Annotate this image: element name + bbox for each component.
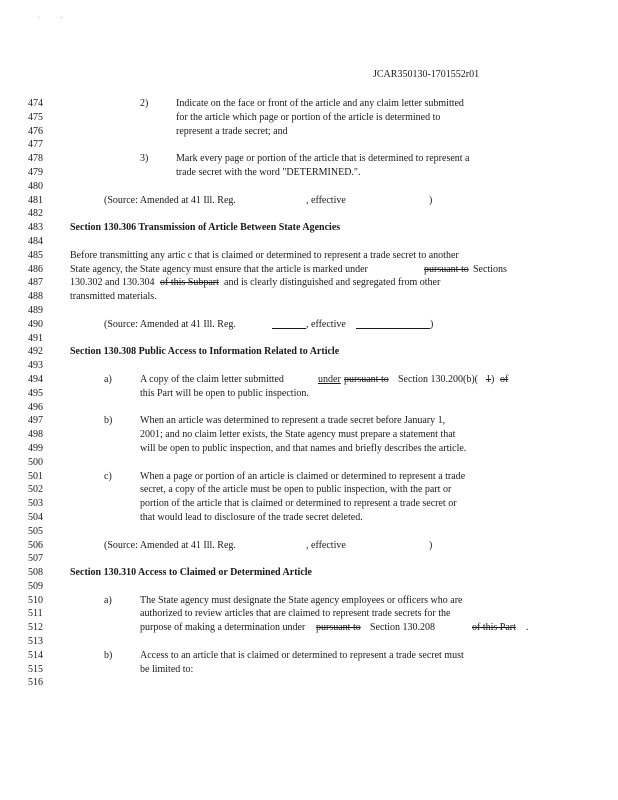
line-text: ) [430,318,434,330]
struck-text: pursuant to [344,373,389,385]
line-text: Sections [473,263,507,275]
text-line [0,428,618,442]
fill-in-blank [356,319,430,329]
line-text: a) [104,594,112,606]
text-line [0,166,618,180]
line-number: 500 [28,456,43,468]
inserted-text: under [318,373,341,385]
section-heading: Section 130.310 Access to Claimed or Determined Article [70,567,312,579]
text-line [0,304,618,318]
line-number: 481 [28,194,43,206]
line-text: (Source: Amended at 41 Ill. Reg. [104,539,236,551]
line-text: ) [429,539,433,551]
text-line [0,235,618,249]
line-text: Section 130.208 [370,622,435,634]
line-number: 508 [28,567,43,579]
struck-text: of this Subpart [160,277,219,289]
line-text: . [526,622,529,634]
line-number: 506 [28,539,43,551]
line-text: State agency, the State agency must ensure that the article is marked under [70,263,368,275]
text-line [0,442,618,456]
text-line [0,276,618,290]
struck-text: 1 [486,373,491,385]
line-number: 493 [28,360,43,372]
line-number: 475 [28,111,43,123]
text-line [0,180,618,194]
struck-text: of [500,373,509,385]
line-text: When a page or portion of an article is claimed or determined to represent a trade [140,470,466,482]
line-text: this Part will be open to public inspection. [140,387,309,399]
line-number: 492 [28,346,43,358]
document-id: JCAR350130-1701552r01 [373,69,480,80]
struck-text: pursuant to [316,622,361,634]
line-number: 474 [28,98,43,109]
line-number: 505 [28,525,43,537]
line-number: 483 [28,222,43,234]
line-text: that would lead to disclosure of the trade secret deleted. [140,511,363,523]
text-line [0,566,618,580]
line-number: 482 [28,208,43,220]
line-text: c) [104,470,112,482]
section-heading: Section 130.308 Public Access to Information Related to Article [70,346,340,358]
line-number: 498 [28,429,43,441]
line-number: 501 [28,470,43,482]
line-number: 509 [28,580,43,592]
text-line [0,111,618,125]
line-text: and is clearly distinguished and segregated from other [224,277,441,289]
line-text: 2) [140,98,149,109]
line-text: (Source: Amended at 41 Ill. Reg. [104,194,236,206]
fill-in-blank [272,319,306,329]
text-line [0,373,618,387]
line-text: Section 130.200(b)( [398,373,478,385]
text-line [0,456,618,470]
text-line [0,359,618,373]
line-text: When an article was determined to represent a trade secret before January 1, [140,415,446,427]
line-number: 480 [28,180,43,192]
line-number: 487 [28,277,43,289]
line-number: 488 [28,291,43,303]
text-line [0,194,618,208]
text-line [0,414,618,428]
line-number: 491 [28,332,43,344]
corner-marks: . . [38,14,73,20]
line-number: 496 [28,401,43,413]
text-line [0,621,618,635]
line-text: for the article which page or portion of the article is determined to [176,111,441,123]
text-line [0,594,618,608]
text-line [0,332,618,346]
text-line [0,249,618,263]
line-text: purpose of making a determination under [140,622,306,634]
line-number: 490 [28,318,43,330]
line-text: 130.302 and 130.304 [70,277,155,289]
text-line [0,539,618,553]
line-number: 478 [28,153,43,165]
text-line [0,221,618,235]
text-line [0,387,618,401]
line-number: 497 [28,415,43,427]
line-text: ) [429,194,433,206]
line-text: Access to an article that is claimed or determined to represent a trade secret must [140,649,464,661]
text-line [0,345,618,359]
line-number: 494 [28,373,43,385]
line-text: A copy of the claim letter submitted [140,373,284,385]
text-line [0,138,618,152]
text-line [0,649,618,663]
text-line [0,290,618,304]
line-text: b) [104,415,113,427]
document-body [0,97,618,690]
line-text: Mark every page or portion of the article that is determined to represent a [176,153,470,165]
line-number: 477 [28,139,43,151]
line-number: 516 [28,677,43,689]
line-number: 513 [28,636,43,648]
text-line [0,125,618,139]
line-text: authorized to review articles that are claimed to represent trade secrets for the [140,608,451,620]
text-line [0,152,618,166]
line-text: 3) [140,153,149,165]
line-number: 479 [28,166,43,178]
line-number: 515 [28,663,43,675]
line-text: secret, a copy of the article must be open to public inspection, with the part or [140,484,452,496]
text-line [0,497,618,511]
text-line [0,635,618,649]
line-text: portion of the article that is claimed or determined to represent a trade secret or [140,498,457,510]
text-line [0,552,618,566]
line-number: 512 [28,622,43,634]
line-number: 486 [28,263,43,275]
line-number: 510 [28,594,43,606]
line-number: 499 [28,442,43,454]
line-text: , effective [306,539,346,551]
line-number: 485 [28,249,43,261]
line-text: will be open to public inspection, and that names and briefly describes the article. [140,442,467,454]
text-line [0,401,618,415]
line-number: 514 [28,649,43,661]
line-text: 2001; and no claim letter exists, the State agency must prepare a statement that [140,429,456,441]
text-line [0,511,618,525]
line-number: 489 [28,304,43,316]
line-text: Before transmitting any artic c that is claimed or determined to represent a trade secret to another [70,249,459,261]
line-text: (Source: Amended at 41 Ill. Reg. [104,318,236,330]
line-text: b) [104,649,113,661]
text-line [0,318,618,332]
struck-text: pursuant to [424,263,469,275]
text-line [0,607,618,621]
text-line [0,580,618,594]
line-text: The State agency must designate the State agency employees or officers who are [140,594,463,606]
text-line [0,663,618,677]
line-text: ) [491,373,495,385]
line-text: a) [104,373,112,385]
text-line [0,483,618,497]
text-line [0,676,618,690]
line-text: , effective [306,318,346,330]
section-heading: Section 130.306 Transmission of Article Between State Agencies [70,222,341,234]
struck-text: of this Part [472,622,516,634]
line-text: represent a trade secret; and [176,125,288,137]
line-number: 511 [28,608,43,620]
line-number: 476 [28,125,43,137]
text-line [0,97,618,111]
line-text: , effective [306,194,346,206]
line-text: Indicate on the face or front of the article and any claim letter submitted [176,98,464,109]
line-text: trade secret with the word "DETERMINED.". [176,166,361,178]
line-number: 495 [28,387,43,399]
line-number: 507 [28,553,43,565]
line-number: 502 [28,484,43,496]
line-number: 503 [28,498,43,510]
text-line [0,470,618,484]
line-text: be limited to: [140,663,194,675]
line-text: transmitted materials. [70,291,157,303]
line-number: 484 [28,235,43,247]
text-line [0,263,618,277]
line-number: 504 [28,511,43,523]
text-line [0,525,618,539]
text-line [0,207,618,221]
